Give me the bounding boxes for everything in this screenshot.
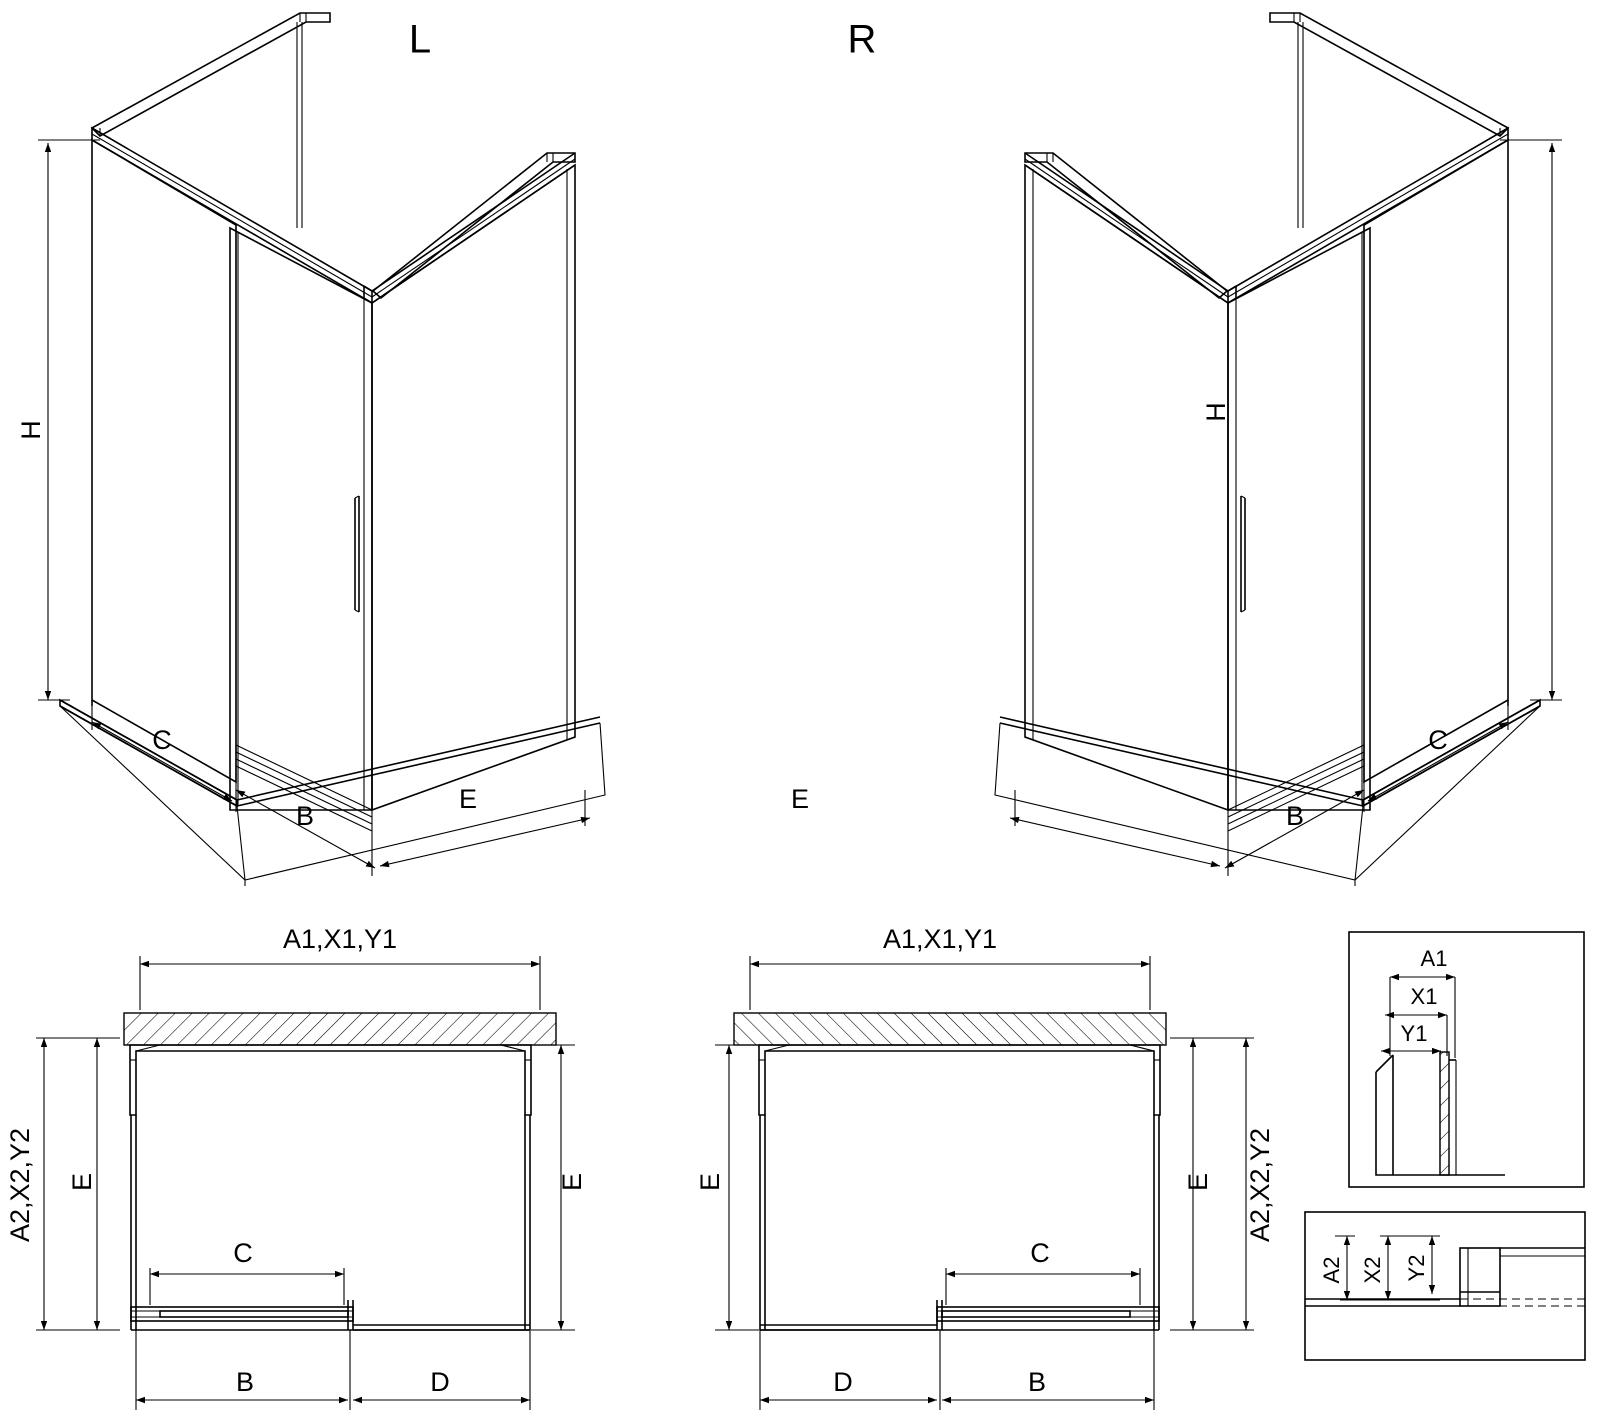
dim-label-E-left-right: E <box>557 1172 588 1192</box>
plan-left-enclosure <box>130 1045 531 1330</box>
detail-bottom-label-a2: A2 <box>1318 1256 1344 1284</box>
dim-label-H-right: H <box>1201 402 1232 422</box>
detail-box-top <box>1349 932 1584 1187</box>
plan-view-right <box>715 956 1254 1410</box>
dim-label-D-plan-right: D <box>833 1367 853 1398</box>
dim-A1X1Y1-right <box>750 956 1150 1010</box>
dim-label-E-left: E <box>458 784 478 815</box>
dim-A1X1Y1-left <box>140 956 540 1010</box>
dim-label-C-left: C <box>152 725 172 756</box>
dim-label-B-plan-right: B <box>1027 1367 1047 1398</box>
dim-C-right <box>946 1268 1140 1305</box>
dim-label-C-plan-left: C <box>233 1238 253 1269</box>
dim-label-B-right: B <box>1285 801 1305 832</box>
dim-label-A2X2Y2-left: A2,X2,Y2 <box>5 1127 36 1243</box>
iso-left-sliding-door <box>230 228 372 810</box>
detail-bottom-label-y2: Y2 <box>1403 1254 1429 1282</box>
iso-right-view-label: R <box>847 17 877 62</box>
dim-label-D-plan-left: D <box>430 1367 450 1398</box>
dim-BD-right <box>760 1330 1154 1410</box>
iso-view-right <box>995 13 1562 886</box>
plan-left-door-rail <box>131 1300 530 1330</box>
detail-top-label-a1: A1 <box>1420 945 1448 971</box>
iso-view-left <box>38 13 605 886</box>
dim-label-A1X1Y1-left: A1,X1,Y1 <box>282 924 398 955</box>
iso-right-fixed-panel <box>1364 140 1508 782</box>
iso-right-sliding-door <box>1228 228 1370 810</box>
dim-label-A1X1Y1-right: A1,X1,Y1 <box>882 924 998 955</box>
dim-label-E-right-inner: E <box>1183 1172 1214 1192</box>
dim-label-C-right: C <box>1428 725 1448 756</box>
iso-right-side-panel <box>1025 165 1228 810</box>
plan-right-wall <box>734 1013 1166 1045</box>
plan-right-enclosure <box>759 1045 1160 1330</box>
iso-left-fixed-panel <box>92 140 236 782</box>
detail-top-label-y1: Y1 <box>1400 1020 1428 1046</box>
plan-view-left <box>36 956 575 1410</box>
detail-bottom-label-x2: X2 <box>1359 1256 1385 1284</box>
iso-left-view-label: L <box>408 17 432 62</box>
detail-top-profile <box>1376 1052 1505 1175</box>
dim-BD-left <box>136 1330 530 1410</box>
dim-H-left <box>38 140 100 700</box>
detail-box-bottom <box>1305 1212 1585 1360</box>
dim-label-H-left: H <box>16 420 47 440</box>
dim-label-E-right: E <box>790 784 810 815</box>
plan-right-door-rail <box>760 1300 1159 1330</box>
plan-left-wall <box>124 1013 556 1045</box>
dim-H-right <box>1500 140 1562 700</box>
dim-label-B-left: B <box>295 801 315 832</box>
iso-left-side-panel <box>372 165 575 810</box>
dim-label-E-left-inner: E <box>67 1172 98 1192</box>
dim-label-E-right-left: E <box>695 1172 726 1192</box>
dim-label-C-plan-right: C <box>1030 1238 1050 1269</box>
dim-label-A2X2Y2-right: A2,X2,Y2 <box>1245 1127 1276 1243</box>
detail-top-label-x1: X1 <box>1410 983 1438 1009</box>
dim-label-B-plan-left: B <box>235 1367 255 1398</box>
dim-C-left <box>150 1268 344 1305</box>
